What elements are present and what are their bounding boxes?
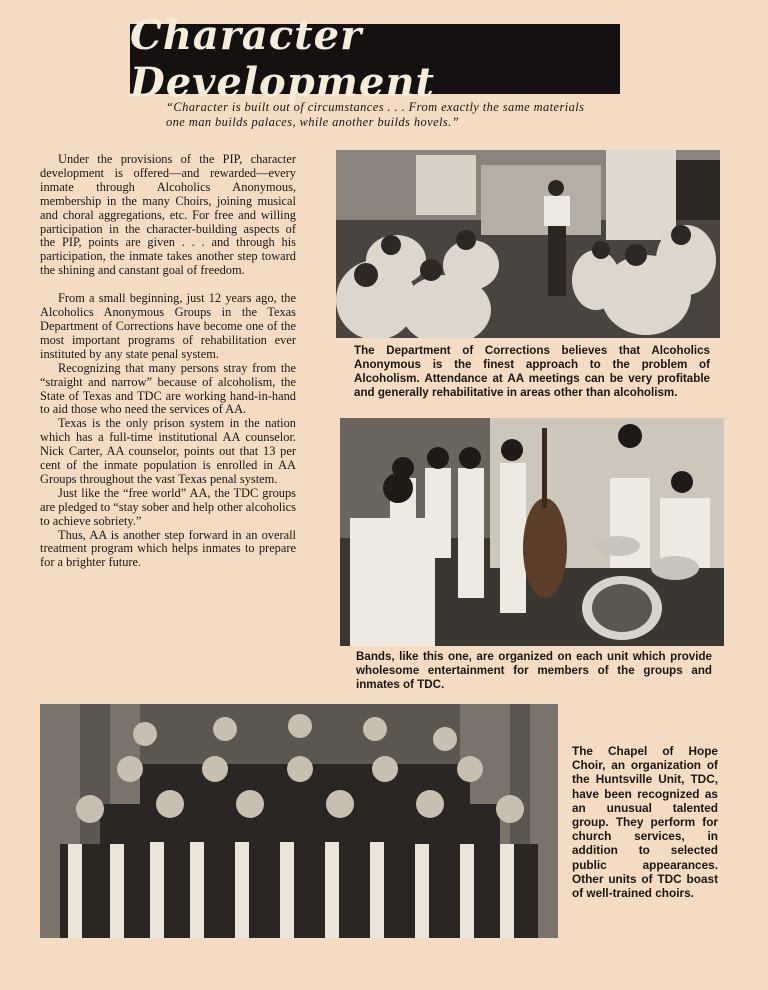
title-banner <box>130 12 620 106</box>
band-caption: Bands, like this one, are organized on each unit which provide wholesome entertainment for members of the groups and inmates of TDC. <box>356 650 712 691</box>
paragraph-counselor: Texas is the only prison system in the nation which has a full-time institutional AA counselor. Nick Carter, AA counselor, points out that 13 per cent of the inmate population is enrolled in AA Groups throughout the vast Texas penal system. <box>40 416 296 486</box>
paragraph-conclusion: Thus, AA is another step forward in an overall treatment program which helps inmates to prepare for a brighter future. <box>40 527 296 570</box>
article-body <box>40 153 296 570</box>
page-title: Character Development <box>130 12 436 106</box>
choir-photo <box>40 704 558 938</box>
epigraph-quote: “Character is built out of circumstances . . . From exactly the same materials one man builds palaces, while another builds hovels.” <box>166 100 585 129</box>
paragraph-alcoholism: Recognizing that many persons stray from the “straight and narrow” because of alcoholism, the State of Texas and TDC are working hand-in-hand to aid those who need the services of AA. <box>40 360 296 417</box>
aa-meeting-photo <box>336 150 720 338</box>
paragraph-pledge: Just like the “free world” AA, the TDC groups are pledged to “stay sober and help other alcoholics to achieve sobriety.” <box>40 485 296 528</box>
paragraph-history: From a small beginning, just 12 years ago, the Alcoholics Anonymous Groups in the Texas Department of Corrections have become one of the most important programs of rehabilitation ever instituted by any state penal system. <box>40 291 296 361</box>
band-photo <box>340 418 724 646</box>
paragraph-intro: Under the provisions of the PIP, character development is offered—and rewarded—every inmate through Alcoholics Anonymous, membership in the many Choirs, joining musical and choral aggregations, etc. For free and willing participation in the character-building aspects of the PIP, points are given . . . and through his participation, the inmate takes another step toward the shining and canstant goal of freedom. <box>40 152 296 278</box>
aa-meeting-caption: The Department of Corrections believes that Alcoholics Anonymous is the finest approach to the problem of Alcoholism. Attendance at AA meetings can be very profitable and generally rehabilitative in areas other than alcoholism. <box>354 344 710 399</box>
choir-caption: The Chapel of Hope Choir, an organization of the Huntsville Unit, TDC, have been recognized as an unusual talented group. They perform for church services, in addition to selected public appearances. Other units of TDC boast of well-trained choirs. <box>572 744 718 901</box>
